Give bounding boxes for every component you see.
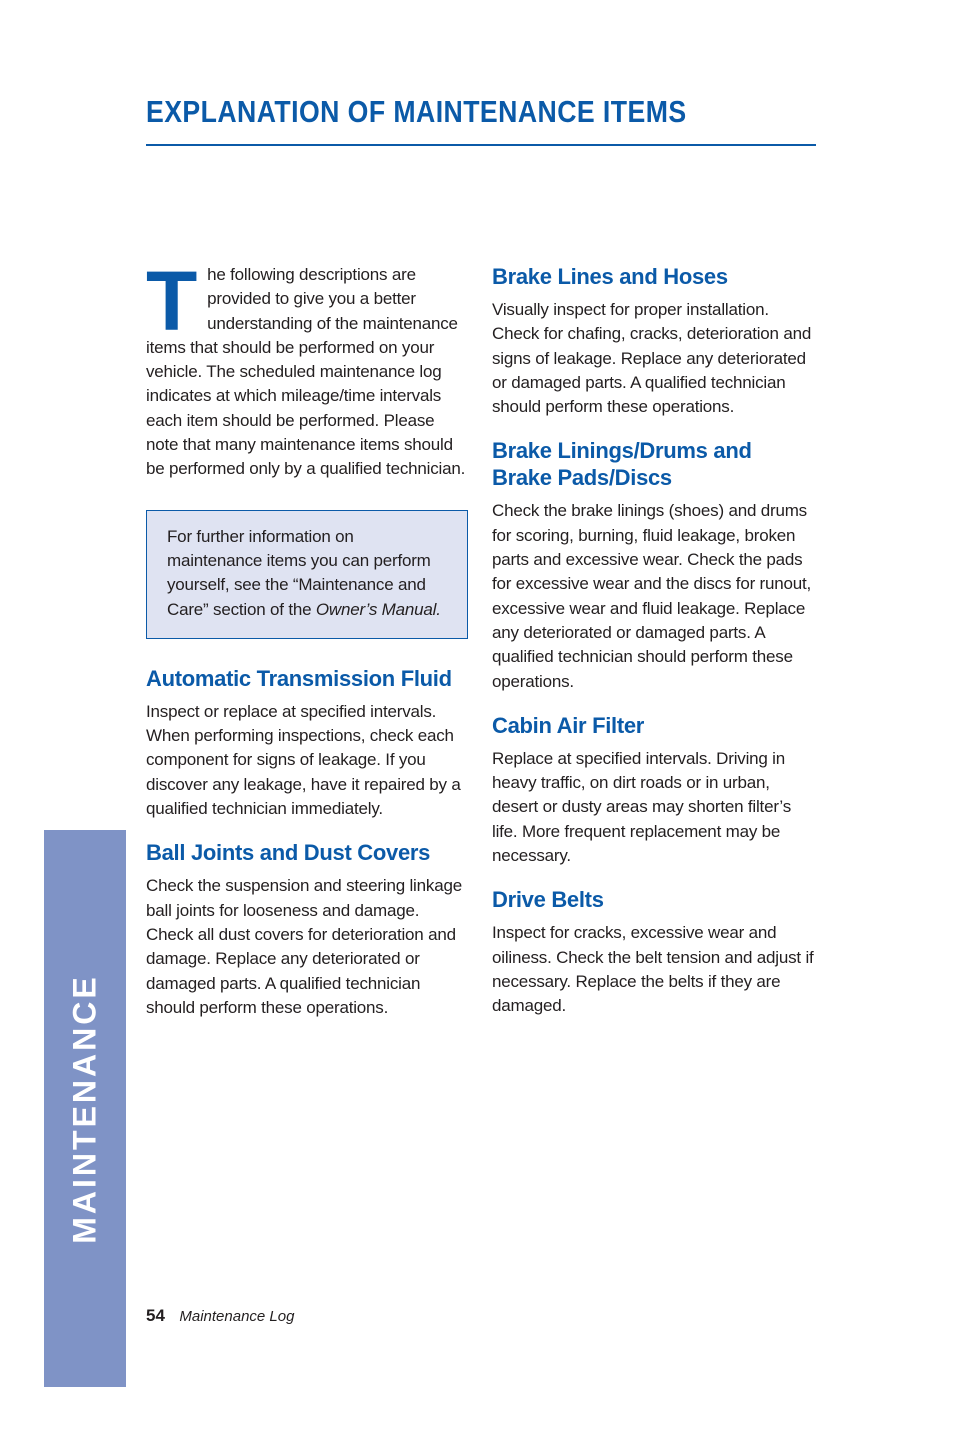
side-tab-label: MAINTENANCE bbox=[66, 973, 103, 1244]
section-heading-cabin-air-filter: Cabin Air Filter bbox=[492, 712, 645, 738]
footer-section-name: Maintenance Log bbox=[179, 1308, 295, 1325]
owners-manual-title: Owner’s Manual. bbox=[315, 599, 441, 619]
section-body-ball-joints: Check the suspension and steering linkage ball joints for looseness and damage. Check all dust covers for deterioration and damage. Replace any deteriorated or damaged parts. A qualified technician should perform these operations. bbox=[146, 876, 462, 1017]
page-footer bbox=[146, 1306, 294, 1326]
page-number: 54 bbox=[146, 1306, 165, 1325]
callout-text bbox=[167, 525, 447, 622]
left-column bbox=[146, 254, 468, 1038]
drop-cap: T bbox=[146, 254, 198, 348]
right-column bbox=[492, 263, 814, 1037]
callout-body: For further information on maintenance items you can perform yourself, see the “Maintenance and Care” section of the bbox=[167, 526, 431, 619]
section-body-cabin-air-filter: Replace at specified intervals. Driving in heavy traffic, on dirt roads or in urban, desert or dusty areas may shorten filter’s life. More frequent replacement may be necessary. bbox=[492, 748, 791, 866]
section-heading-transmission-fluid: Automatic Transmission Fluid bbox=[146, 665, 452, 691]
intro-paragraph bbox=[146, 254, 468, 482]
section-body-transmission-fluid: Inspect or replace at specified intervals. When performing inspections, check each component for signs of leakage. If you discover any leakage, have it repaired by a qualified technician immediately. bbox=[146, 701, 461, 819]
section-body-drive-belts: Inspect for cracks, excessive wear and oiliness. Check the belt tension and adjust if necessary. Replace the belts if they are damaged. bbox=[492, 923, 814, 1016]
section-body-brake-linings: Check the brake linings (shoes) and drums for scoring, burning, fluid leakage, broken parts and excessive wear. Check the pads for excessive wear and the discs for runout, excessive wear and fluid leakage. Replace any deteriorated or damaged parts. A qualified technician should perform these operations. bbox=[492, 501, 812, 691]
section-heading-brake-linings: Brake Linings/Drums and Brake Pads/Discs bbox=[492, 438, 752, 491]
section-heading-drive-belts: Drive Belts bbox=[492, 887, 604, 913]
section-side-tab bbox=[44, 830, 126, 1387]
info-callout bbox=[146, 510, 468, 639]
intro-text: he following descriptions are provided to give you a better understanding of the maintenance items that should be performed on your vehicle. The scheduled maintenance log indicates at which mileage/time intervals each item should be performed. Please note that many maintenance items should be performed only by a qualified technician. bbox=[146, 265, 466, 479]
page-title: EXPLANATION OF MAINTENANCE ITEMS bbox=[146, 94, 687, 129]
section-heading-brake-lines: Brake Lines and Hoses bbox=[492, 264, 728, 289]
section-heading-ball-joints: Ball Joints and Dust Covers bbox=[146, 840, 431, 866]
section-body-brake-lines: Visually inspect for proper installation. Check for chafing, cracks, deterioration and signs of leakage. Replace any deteriorated or damaged parts. A qualified technician should perform these operations. bbox=[492, 300, 812, 417]
title-rule bbox=[146, 144, 816, 146]
